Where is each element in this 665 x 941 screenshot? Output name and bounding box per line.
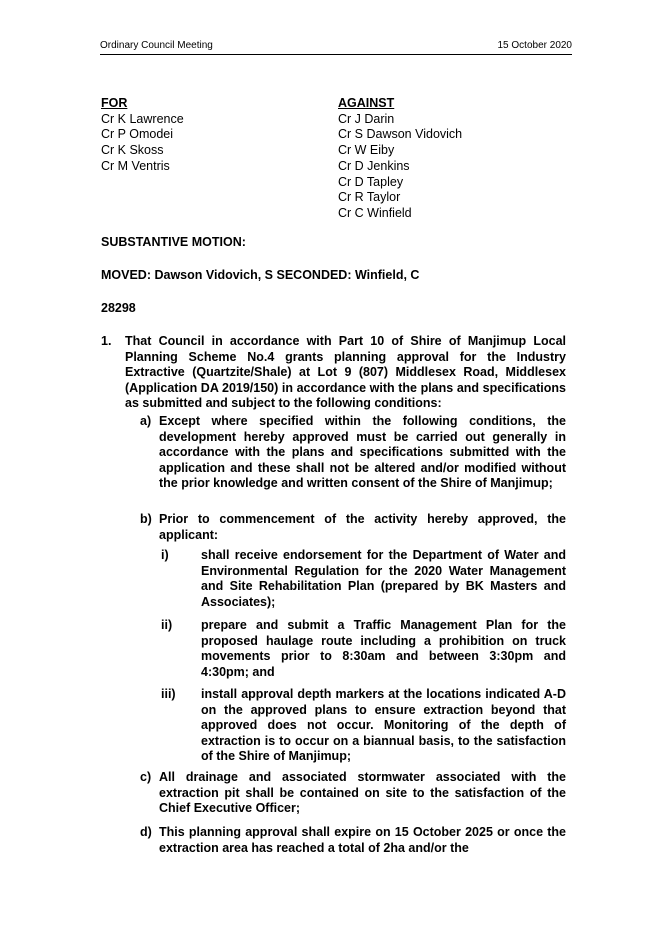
vote-for-list [101,96,184,175]
councillor-for: Cr P Omodei [101,127,174,142]
councillor-against: Cr W Eiby [338,143,395,158]
condition-letter: a) [140,414,152,428]
condition-b-text: Prior to commencement of the activity hereby approved, the applicant: [159,512,566,542]
sub-condition-numeral: ii) [161,618,173,632]
sub-condition-ii-text: prepare and submit a Traffic Management Plan for the proposed haulage route including a prohibition on truck movements prior to 8:30am and between 3:30pm and 4:30pm; and [201,618,566,679]
meeting-title: Ordinary Council Meeting [100,40,213,51]
councillor-against: Cr D Tapley [338,174,404,189]
councillor-against: Cr S Dawson Vidovich [338,127,463,142]
councillor-for: Cr K Lawrence [101,111,184,126]
sub-condition-i-text: shall receive endorsement for the Department of Water and Environmental Regulation for the 2020 Water Management and Site Rehabilitation Plan (prepared by BK Masters and Associates); [201,548,566,609]
condition-a-text: Except where specified within the following conditions, the development hereby approved must be carried out generally in accordance with the plans and specifications submitted with the application and these shall not be altered and/or modified without the prior knowledge and written consent of the Shire of Manjimup; [159,414,566,490]
condition-c-text: All drainage and associated stormwater associated with the extraction pit shall be contained on site to the satisfaction of the Chief Executive Officer; [159,770,566,815]
condition-letter: c) [140,770,152,784]
condition-letter: d) [140,825,152,839]
sub-condition-iii-text: install approval depth markers at the locations indicated A-D on the approved plans to ensure extraction beyond that approved does not occur. Monitoring of the depth of extraction is to occur on a biannual basis, to the satisfaction of the Shire of Manjimup; [201,687,566,763]
councillor-for: Cr K Skoss [101,143,164,158]
sub-condition-numeral: iii) [161,687,176,701]
vote-for-heading: FOR [101,96,128,110]
councillor-against: Cr C Winfield [338,205,412,220]
councillor-against: Cr D Jenkins [338,158,410,173]
resolution-text: That Council in accordance with Part 10 of Shire of Manjimup Local Planning Scheme No.4 grants planning approval for the Industry Extractive (Quartzite/Shale) at Lot 9 (807) Middlesex Road, Middlesex (Application DA 2019/150) in accordance with the plans and specifications as submitted and subject to the following conditions: [125,334,566,410]
condition-d-text: This planning approval shall expire on 15 October 2025 or once the extraction area has reached a total of 2ha and/or the [159,825,566,855]
meeting-date: 15 October 2020 [497,40,572,51]
page-header [100,40,572,55]
moved-seconded: MOVED: Dawson Vidovich, S SECONDED: Winfield, C [101,268,420,282]
resolution-number: 28298 [101,301,136,315]
vote-against-list [338,96,462,222]
councillor-against: Cr J Darin [338,111,395,126]
councillor-for: Cr M Ventris [101,158,170,173]
item-number: 1. [101,334,112,348]
sub-condition-numeral: i) [161,548,169,562]
condition-letter: b) [140,512,152,526]
motion-title: SUBSTANTIVE MOTION: [101,235,246,249]
vote-against-heading: AGAINST [338,96,395,110]
councillor-against: Cr R Taylor [338,190,401,205]
